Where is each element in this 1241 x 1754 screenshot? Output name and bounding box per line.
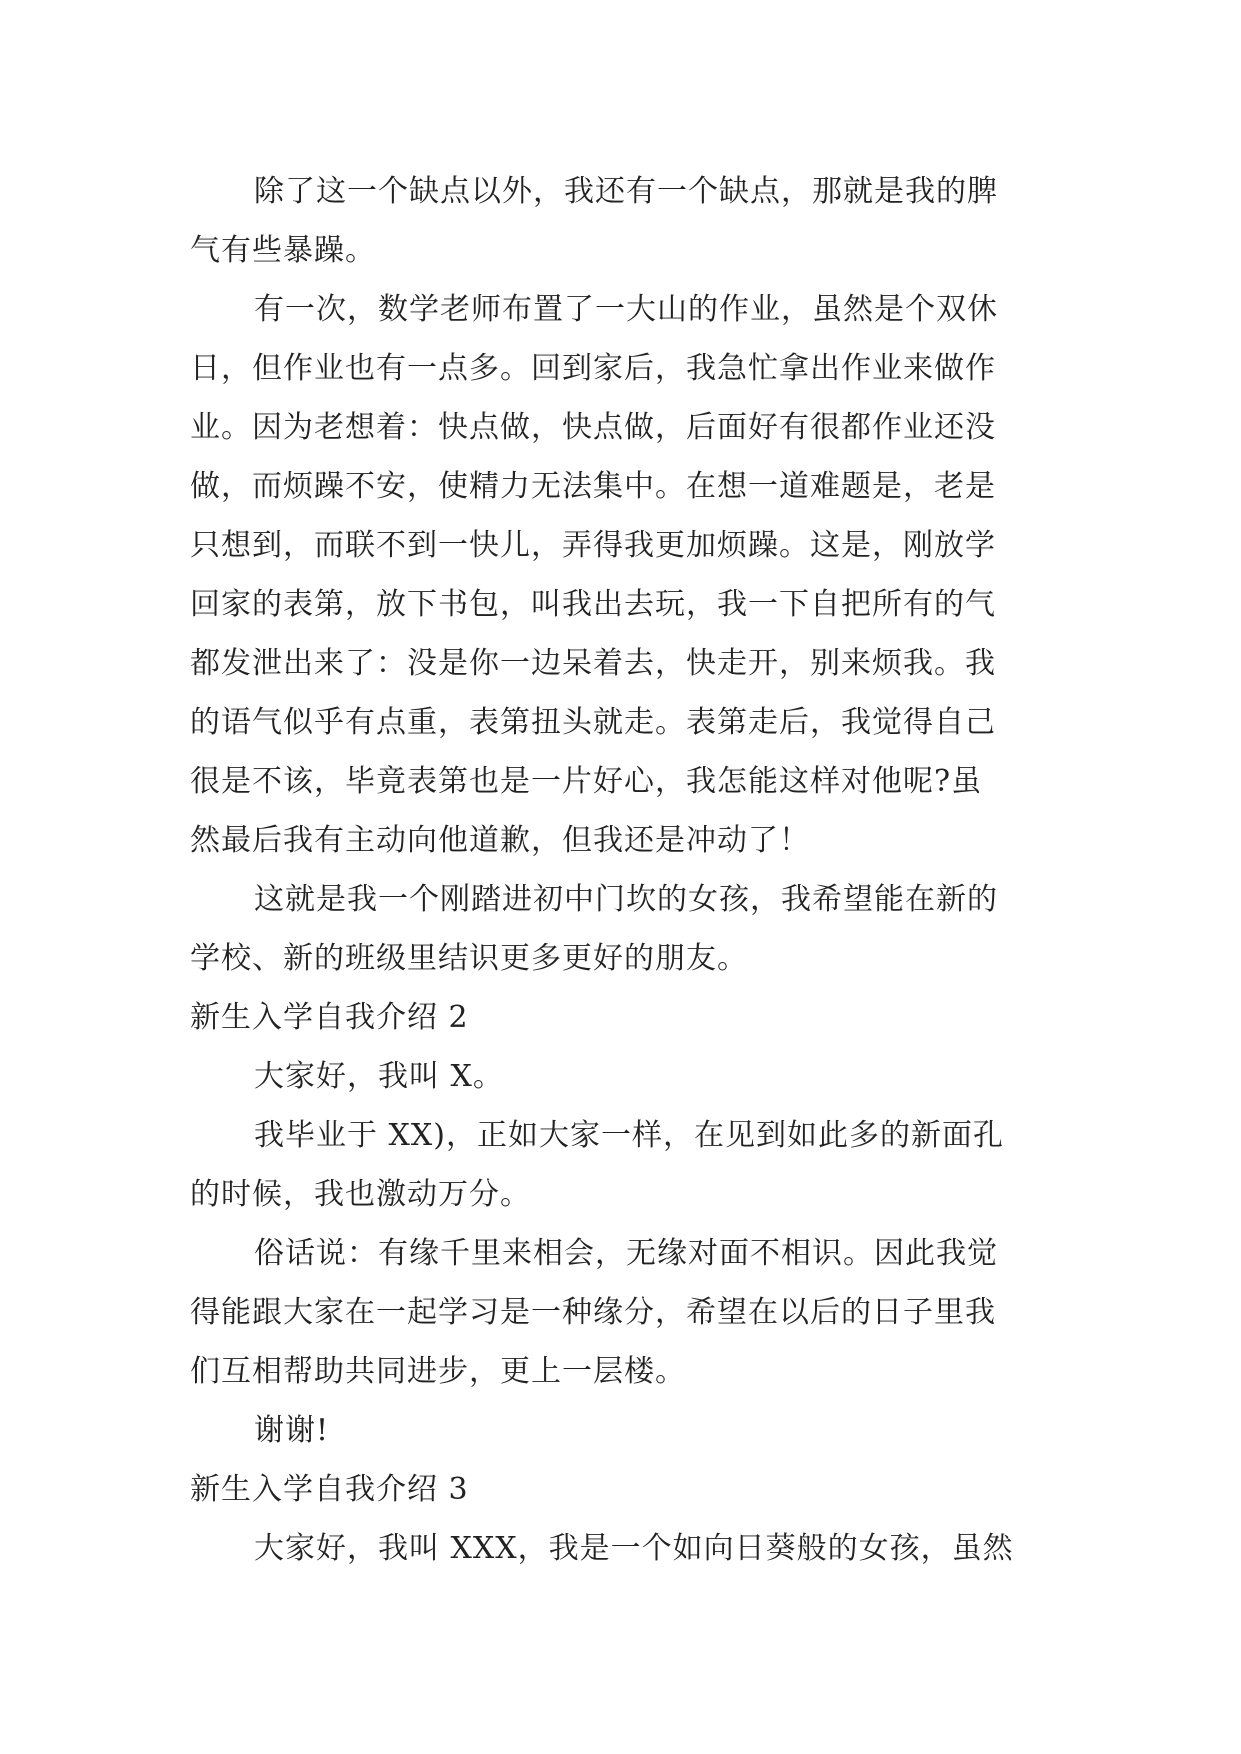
text-line: 有一次，数学老师布置了一大山的作业，虽然是个双休 <box>254 292 998 327</box>
heading-text: 新生入学自我介绍 2 <box>190 1000 469 1035</box>
paragraph <box>190 162 1050 280</box>
text-line: 大家好，我叫 X。 <box>254 1059 504 1094</box>
text-line: 这就是我一个刚踏进初中门坎的女孩，我希望能在新的 <box>254 882 998 917</box>
text-line: 日，但作业也有一点多。回到家后，我急忙拿出作业来做作 <box>190 351 996 386</box>
text-line: 大家好，我叫 XXX，我是一个如向日葵般的女孩，虽然 <box>254 1531 1014 1566</box>
text-line: 只想到，而联不到一快儿，弄得我更加烦躁。这是，刚放学 <box>190 528 996 563</box>
text-line: 的时候，我也激动万分。 <box>190 1177 531 1212</box>
paragraph <box>190 1519 1050 1578</box>
text-line: 很是不该，毕竟表第也是一片好心，我怎能这样对他呢?虽 <box>190 764 983 799</box>
paragraph <box>190 1106 1050 1224</box>
text-line: 气有些暴躁。 <box>190 233 376 268</box>
section-heading <box>190 1460 1050 1519</box>
text-line: 回家的表第，放下书包，叫我出去玩，我一下自把所有的气 <box>190 587 996 622</box>
text-line: 业。因为老想着：快点做，快点做，后面好有很都作业还没 <box>190 410 996 445</box>
text-line: 除了这一个缺点以外，我还有一个缺点，那就是我的脾 <box>254 174 998 209</box>
text-line: 们互相帮助共同进步，更上一层楼。 <box>190 1354 686 1389</box>
section-heading <box>190 988 1050 1047</box>
text-line: 得能跟大家在一起学习是一种缘分，希望在以后的日子里我 <box>190 1295 996 1330</box>
text-line: 谢谢! <box>254 1413 330 1448</box>
paragraph <box>190 280 1050 870</box>
document-body <box>190 162 1050 1578</box>
text-line: 俗话说：有缘千里来相会，无缘对面不相识。因此我觉 <box>254 1236 998 1271</box>
heading-text: 新生入学自我介绍 3 <box>190 1472 469 1507</box>
paragraph <box>190 870 1050 988</box>
text-line: 都发泄出来了：没是你一边呆着去，快走开，别来烦我。我 <box>190 646 996 681</box>
text-line: 学校、新的班级里结识更多更好的朋友。 <box>190 941 748 976</box>
text-line: 做，而烦躁不安，使精力无法集中。在想一道难题是，老是 <box>190 469 996 504</box>
text-line: 我毕业于 XX)，正如大家一样，在见到如此多的新面孔 <box>254 1118 1004 1153</box>
text-line: 的语气似乎有点重，表第扭头就走。表第走后，我觉得自己 <box>190 705 996 740</box>
paragraph <box>190 1401 1050 1460</box>
paragraph <box>190 1224 1050 1401</box>
text-line: 然最后我有主动向他道歉，但我还是冲动了！ <box>190 823 810 858</box>
paragraph <box>190 1047 1050 1106</box>
